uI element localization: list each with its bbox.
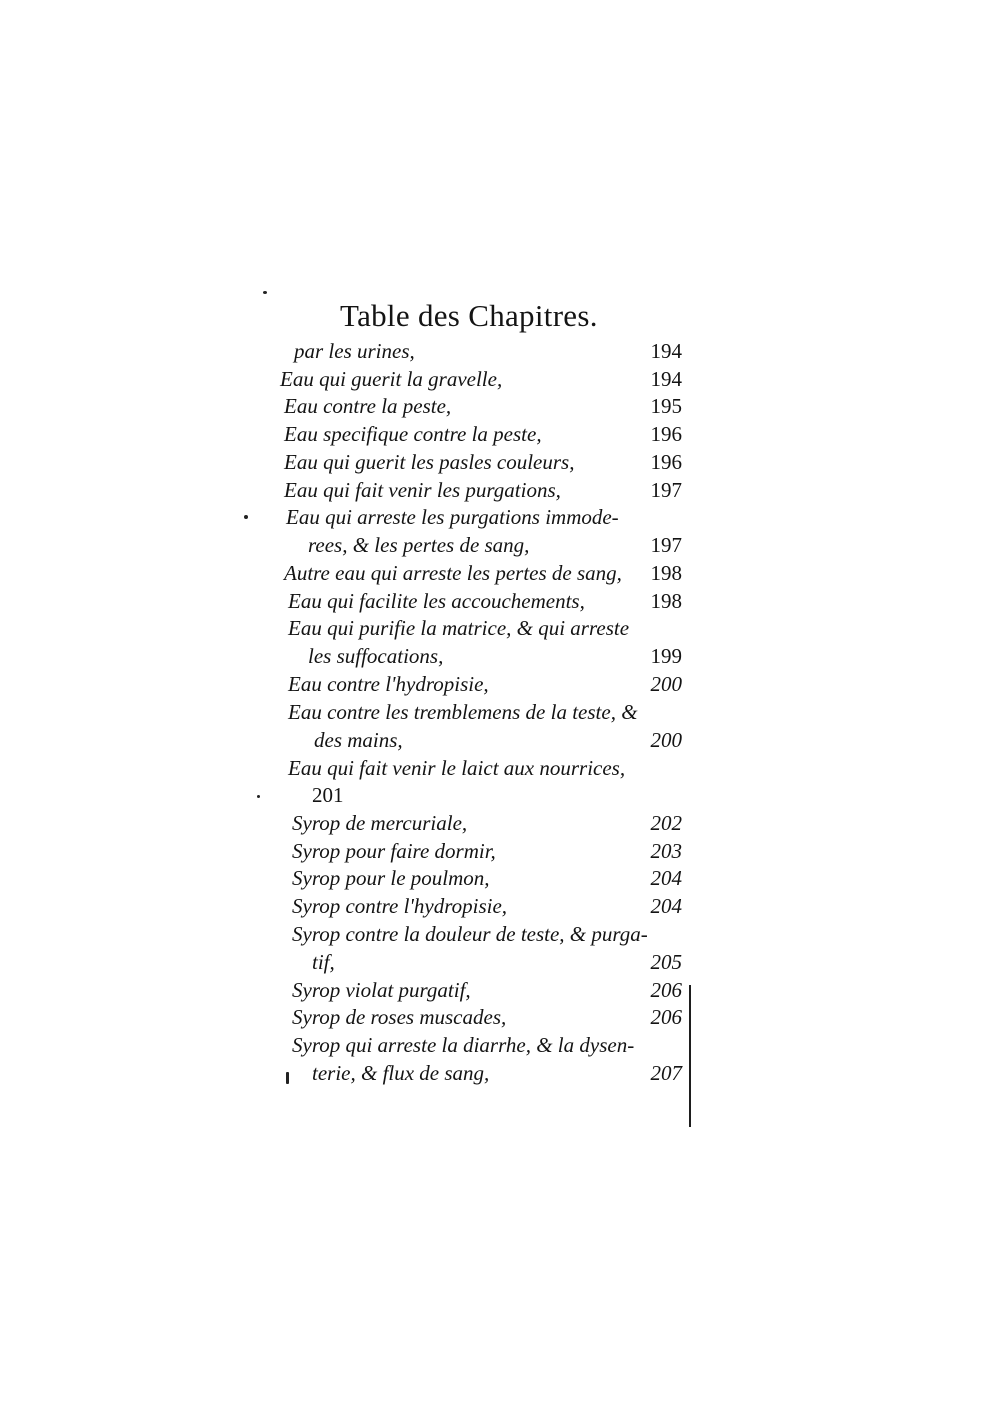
entry-page-number: 194 xyxy=(650,367,682,391)
table-entry xyxy=(280,614,696,642)
table-entry xyxy=(280,670,696,698)
table-entry xyxy=(280,559,696,587)
entry-text: Eau qui guerit la gravelle, xyxy=(280,367,503,391)
table-entry xyxy=(280,726,696,754)
table-entry xyxy=(280,948,696,976)
table-entry xyxy=(280,476,696,504)
entry-text: Eau contre les tremblemens de la teste, & xyxy=(288,700,638,724)
ink-speck xyxy=(263,291,267,294)
entry-text: Eau qui fait venir les purgations, xyxy=(284,478,561,502)
table-entry xyxy=(280,642,696,670)
entry-text: Eau contre l'hydropisie, xyxy=(288,672,489,696)
entry-page-number: 198 xyxy=(650,561,682,585)
entry-page-number: 202 xyxy=(650,811,682,835)
table-entry xyxy=(280,837,696,865)
entry-text: Syrop de mercuriale, xyxy=(292,811,468,835)
table-entry xyxy=(280,864,696,892)
table-entry xyxy=(280,420,696,448)
page-edge-rule xyxy=(689,985,691,1127)
table-entry xyxy=(280,892,696,920)
entry-text: les suffocations, xyxy=(308,644,444,668)
entry-page-number: 204 xyxy=(650,894,682,918)
table-entry xyxy=(280,698,696,726)
entry-page-number: 205 xyxy=(650,950,682,974)
entry-text: Syrop pour le poulmon, xyxy=(292,866,490,890)
entry-text: Eau contre la peste, xyxy=(284,394,452,418)
entry-page-number: 196 xyxy=(650,422,682,446)
table-entry xyxy=(280,976,696,1004)
table-entry xyxy=(280,392,696,420)
entry-text: Eau qui facilite les accouchements, xyxy=(288,589,585,613)
entry-page-number: 198 xyxy=(650,589,682,613)
entry-text: 201 xyxy=(312,783,344,807)
table-entry xyxy=(280,754,696,782)
entry-page-number: 200 xyxy=(650,728,682,752)
entry-text: Syrop pour faire dormir, xyxy=(292,839,496,863)
table-entry xyxy=(280,781,696,809)
table-entry xyxy=(280,365,696,393)
entry-page-number: 204 xyxy=(650,866,682,890)
ink-speck xyxy=(244,515,248,519)
entry-text: Syrop contre la douleur de teste, & purga- xyxy=(292,922,648,946)
entry-page-number: 199 xyxy=(650,644,682,668)
entry-text: par les urines, xyxy=(294,339,415,363)
entry-page-number: 197 xyxy=(650,478,682,502)
page-header: Table des Chapitres. xyxy=(340,298,598,333)
ink-speck xyxy=(286,1072,289,1084)
table-entry xyxy=(280,920,696,948)
entry-text: rees, & les pertes de sang, xyxy=(308,533,530,557)
entry-page-number: 195 xyxy=(650,394,682,418)
table-entry xyxy=(280,337,696,365)
ink-speck xyxy=(257,795,260,798)
entry-page-number: 200 xyxy=(650,672,682,696)
entry-page-number: 197 xyxy=(650,533,682,557)
entry-page-number: 194 xyxy=(650,339,682,363)
table-entry xyxy=(280,1059,696,1087)
entry-text: Eau specifique contre la peste, xyxy=(284,422,542,446)
entry-text: tif, xyxy=(312,950,335,974)
table-entry xyxy=(280,531,696,559)
table-entry xyxy=(280,448,696,476)
table-entry xyxy=(280,809,696,837)
entry-text: Eau qui fait venir le laict aux nourrices, xyxy=(288,756,626,780)
entry-page-number: 206 xyxy=(650,978,682,1002)
entry-text: Syrop violat purgatif, xyxy=(292,978,471,1002)
entry-text: Eau qui purifie la matrice, & qui arreste xyxy=(288,616,630,640)
entry-text: Autre eau qui arreste les pertes de sang, xyxy=(284,561,622,585)
entry-page-number: 206 xyxy=(650,1005,682,1029)
table-entry xyxy=(280,587,696,615)
table-entry xyxy=(280,503,696,531)
table-entry xyxy=(280,1003,696,1031)
entry-text: Syrop de roses muscades, xyxy=(292,1005,507,1029)
entry-text: Eau qui guerit les pasles couleurs, xyxy=(284,450,575,474)
entry-text: Syrop qui arreste la diarrhe, & la dysen- xyxy=(292,1033,635,1057)
table-entry xyxy=(280,1031,696,1059)
entry-page-number: 203 xyxy=(650,839,682,863)
entry-text: terie, & flux de sang, xyxy=(312,1061,490,1085)
entry-page-number: 207 xyxy=(650,1061,682,1085)
entry-text: Syrop contre l'hydropisie, xyxy=(292,894,508,918)
entry-page-number: 196 xyxy=(650,450,682,474)
entry-text: Eau qui arreste les purgations immode- xyxy=(286,505,619,529)
entry-text: des mains, xyxy=(314,728,403,752)
